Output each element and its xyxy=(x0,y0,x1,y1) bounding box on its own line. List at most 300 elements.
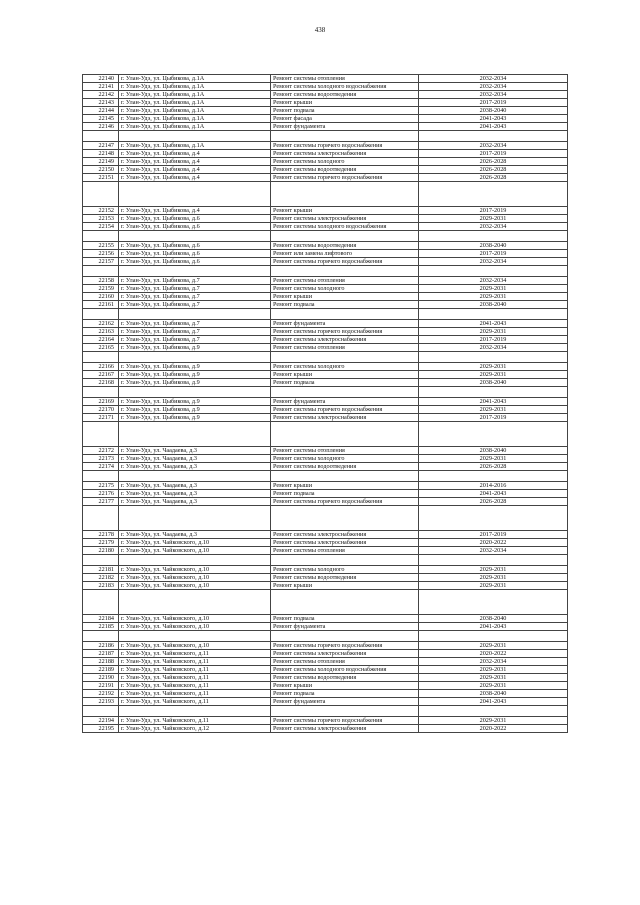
table-row xyxy=(83,666,568,674)
period-cell: 2032-2034 xyxy=(419,547,568,555)
table-body xyxy=(83,75,568,733)
spacer-cell xyxy=(119,422,271,447)
period-cell: 2029-2031 xyxy=(419,574,568,582)
table-row xyxy=(83,107,568,115)
spacer-cell xyxy=(419,471,568,482)
work-type-cell: Ремонт системы горячего водоснабжения xyxy=(271,717,419,725)
period-cell: 2014-2016 xyxy=(419,482,568,490)
table-row xyxy=(83,717,568,725)
address-cell: г. Улан-Удэ, ул. Цыбикова, д.9 xyxy=(119,379,271,387)
row-number-cell: 22159 xyxy=(83,285,119,293)
table-row xyxy=(83,344,568,352)
period-cell: 2032-2034 xyxy=(419,658,568,666)
work-type-cell: Ремонт подвала xyxy=(271,379,419,387)
table-row xyxy=(83,642,568,650)
spacer-row xyxy=(83,309,568,320)
spacer-cell xyxy=(119,387,271,398)
table-row xyxy=(83,482,568,490)
spacer-cell xyxy=(271,352,419,363)
work-type-cell: Ремонт подвала xyxy=(271,107,419,115)
address-cell: г. Улан-Удэ, ул. Цыбикова, д.9 xyxy=(119,414,271,422)
table-row xyxy=(83,398,568,406)
spacer-cell xyxy=(119,555,271,566)
spacer-cell xyxy=(119,506,271,531)
row-number-cell: 22188 xyxy=(83,658,119,666)
row-number-cell: 22148 xyxy=(83,150,119,158)
spacer-row xyxy=(83,471,568,482)
work-type-cell: Ремонт системы холодного водоснабжения xyxy=(271,666,419,674)
row-number-cell: 22189 xyxy=(83,666,119,674)
period-cell: 2041-2043 xyxy=(419,115,568,123)
period-cell: 2029-2031 xyxy=(419,328,568,336)
period-cell: 2017-2019 xyxy=(419,414,568,422)
period-cell: 2029-2031 xyxy=(419,455,568,463)
period-cell: 2041-2043 xyxy=(419,320,568,328)
table-row xyxy=(83,174,568,182)
row-number-cell: 22182 xyxy=(83,574,119,582)
table-row xyxy=(83,336,568,344)
work-type-cell: Ремонт фундамента xyxy=(271,623,419,631)
row-number-cell: 22164 xyxy=(83,336,119,344)
address-cell: г. Улан-Удэ, ул. Чайковского, д.10 xyxy=(119,547,271,555)
spacer-cell xyxy=(83,706,119,717)
period-cell: 2017-2019 xyxy=(419,207,568,215)
row-number-cell: 22183 xyxy=(83,582,119,590)
spacer-cell xyxy=(419,590,568,615)
table-row xyxy=(83,674,568,682)
table-row xyxy=(83,463,568,471)
work-type-cell: Ремонт системы электроснабжения xyxy=(271,539,419,547)
address-cell: г. Улан-Удэ, ул. Чайковского, д.10 xyxy=(119,539,271,547)
spacer-cell xyxy=(271,631,419,642)
address-cell: г. Улан-Удэ, ул. Чайковского, д.11 xyxy=(119,682,271,690)
address-cell: г. Улан-Удэ, ул. Чайковского, д.10 xyxy=(119,623,271,631)
address-cell: г. Улан-Удэ, ул. Цыбикова, д.9 xyxy=(119,363,271,371)
work-type-cell: Ремонт фундамента xyxy=(271,320,419,328)
address-cell: г. Улан-Удэ, ул. Цыбикова, д.9 xyxy=(119,344,271,352)
row-number-cell: 22162 xyxy=(83,320,119,328)
address-cell: г. Улан-Удэ, ул. Чаадаева, д.3 xyxy=(119,482,271,490)
work-type-cell: Ремонт фундамента xyxy=(271,398,419,406)
period-cell: 2026-2028 xyxy=(419,463,568,471)
work-type-cell: Ремонт системы электроснабжения xyxy=(271,336,419,344)
address-cell: г. Улан-Удэ, ул. Чаадаева, д.3 xyxy=(119,455,271,463)
spacer-cell xyxy=(119,631,271,642)
row-number-cell: 22146 xyxy=(83,123,119,131)
row-number-cell: 22165 xyxy=(83,344,119,352)
row-number-cell: 22176 xyxy=(83,490,119,498)
table-row xyxy=(83,115,568,123)
period-cell: 2017-2019 xyxy=(419,250,568,258)
row-number-cell: 22179 xyxy=(83,539,119,547)
address-cell: г. Улан-Удэ, ул. Цыбикова, д.1А xyxy=(119,107,271,115)
address-cell: г. Улан-Удэ, ул. Чаадаева, д.3 xyxy=(119,447,271,455)
row-number-cell: 22194 xyxy=(83,717,119,725)
row-number-cell: 22184 xyxy=(83,615,119,623)
row-number-cell: 22144 xyxy=(83,107,119,115)
spacer-cell xyxy=(83,352,119,363)
work-type-cell: Ремонт системы холодного водоснабжения xyxy=(271,83,419,91)
row-number-cell: 22161 xyxy=(83,301,119,309)
row-number-cell: 22142 xyxy=(83,91,119,99)
table-row xyxy=(83,650,568,658)
work-type-cell: Ремонт подвала xyxy=(271,690,419,698)
address-cell: г. Улан-Удэ, ул. Цыбикова, д.9 xyxy=(119,371,271,379)
work-type-cell: Ремонт системы электроснабжения xyxy=(271,414,419,422)
spacer-cell xyxy=(271,231,419,242)
table-row xyxy=(83,615,568,623)
spacer-row xyxy=(83,706,568,717)
period-cell: 2032-2034 xyxy=(419,91,568,99)
address-cell: г. Улан-Удэ, ул. Цыбикова, д.4 xyxy=(119,207,271,215)
table-row xyxy=(83,83,568,91)
work-type-cell: Ремонт системы водоотведения xyxy=(271,574,419,582)
row-number-cell: 22186 xyxy=(83,642,119,650)
table-row xyxy=(83,320,568,328)
address-cell: г. Улан-Удэ, ул. Чайковского, д.12 xyxy=(119,725,271,733)
work-type-cell: Ремонт крыши xyxy=(271,582,419,590)
spacer-row xyxy=(83,266,568,277)
table-row xyxy=(83,414,568,422)
period-cell: 2026-2028 xyxy=(419,498,568,506)
work-type-cell: Ремонт крыши xyxy=(271,207,419,215)
spacer-cell xyxy=(119,590,271,615)
spacer-cell xyxy=(419,422,568,447)
work-type-cell: Ремонт системы отопления xyxy=(271,658,419,666)
work-type-cell: Ремонт системы электроснабжения xyxy=(271,150,419,158)
row-number-cell: 22147 xyxy=(83,142,119,150)
row-number-cell: 22166 xyxy=(83,363,119,371)
work-type-cell: Ремонт крыши xyxy=(271,371,419,379)
address-cell: г. Улан-Удэ, ул. Чаадаева, д.3 xyxy=(119,531,271,539)
work-type-cell: Ремонт системы горячего водоснабжения xyxy=(271,328,419,336)
row-number-cell: 22154 xyxy=(83,223,119,231)
spacer-cell xyxy=(271,182,419,207)
table-row xyxy=(83,158,568,166)
address-cell: г. Улан-Удэ, ул. Цыбикова, д.1А xyxy=(119,75,271,83)
table-row xyxy=(83,242,568,250)
spacer-cell xyxy=(119,352,271,363)
address-cell: г. Улан-Удэ, ул. Цыбикова, д.1А xyxy=(119,99,271,107)
work-type-cell: Ремонт системы электроснабжения xyxy=(271,531,419,539)
table-row xyxy=(83,379,568,387)
address-cell: г. Улан-Удэ, ул. Чайковского, д.11 xyxy=(119,674,271,682)
address-cell: г. Улан-Удэ, ул. Цыбикова, д.6 xyxy=(119,250,271,258)
period-cell: 2041-2043 xyxy=(419,398,568,406)
spacer-cell xyxy=(271,387,419,398)
row-number-cell: 22170 xyxy=(83,406,119,414)
spacer-cell xyxy=(83,131,119,142)
period-cell: 2020-2022 xyxy=(419,650,568,658)
table-row xyxy=(83,301,568,309)
work-type-cell: Ремонт системы электроснабжения xyxy=(271,725,419,733)
work-type-cell: Ремонт системы электроснабжения xyxy=(271,650,419,658)
spacer-cell xyxy=(419,555,568,566)
table-row xyxy=(83,582,568,590)
work-type-cell: Ремонт фундамента xyxy=(271,698,419,706)
spacer-row xyxy=(83,506,568,531)
address-cell: г. Улан-Удэ, ул. Цыбикова, д.4 xyxy=(119,150,271,158)
period-cell: 2041-2043 xyxy=(419,490,568,498)
spacer-cell xyxy=(271,309,419,320)
table-row xyxy=(83,566,568,574)
spacer-row xyxy=(83,131,568,142)
table-row xyxy=(83,539,568,547)
work-type-cell: Ремонт крыши xyxy=(271,682,419,690)
row-number-cell: 22150 xyxy=(83,166,119,174)
spacer-row xyxy=(83,387,568,398)
address-cell: г. Улан-Удэ, ул. Цыбикова, д.1А xyxy=(119,123,271,131)
work-type-cell: Ремонт системы отопления xyxy=(271,75,419,83)
work-type-cell: Ремонт крыши xyxy=(271,482,419,490)
period-cell: 2020-2022 xyxy=(419,725,568,733)
period-cell: 2038-2040 xyxy=(419,242,568,250)
spacer-cell xyxy=(419,266,568,277)
address-cell: г. Улан-Удэ, ул. Цыбикова, д.7 xyxy=(119,320,271,328)
address-cell: г. Улан-Удэ, ул. Чаадаева, д.3 xyxy=(119,463,271,471)
work-type-cell: Ремонт системы горячего водоснабжения xyxy=(271,258,419,266)
period-cell: 2029-2031 xyxy=(419,285,568,293)
spacer-cell xyxy=(271,471,419,482)
spacer-cell xyxy=(419,231,568,242)
work-type-cell: Ремонт системы водоотведения xyxy=(271,463,419,471)
period-cell: 2038-2040 xyxy=(419,107,568,115)
work-type-cell: Ремонт системы водоотведения xyxy=(271,166,419,174)
address-cell: г. Улан-Удэ, ул. Цыбикова, д.7 xyxy=(119,336,271,344)
row-number-cell: 22163 xyxy=(83,328,119,336)
spacer-cell xyxy=(83,309,119,320)
period-cell: 2038-2040 xyxy=(419,690,568,698)
table-row xyxy=(83,371,568,379)
period-cell: 2029-2031 xyxy=(419,717,568,725)
address-cell: г. Улан-Удэ, ул. Цыбикова, д.7 xyxy=(119,328,271,336)
address-cell: г. Улан-Удэ, ул. Чайковского, д.10 xyxy=(119,615,271,623)
spacer-cell xyxy=(271,422,419,447)
work-type-cell: Ремонт системы холодного xyxy=(271,285,419,293)
address-cell: г. Улан-Удэ, ул. Цыбикова, д.7 xyxy=(119,293,271,301)
row-number-cell: 22158 xyxy=(83,277,119,285)
spacer-row xyxy=(83,231,568,242)
work-type-cell: Ремонт или замена лифтового xyxy=(271,250,419,258)
table-row xyxy=(83,698,568,706)
spacer-row xyxy=(83,631,568,642)
work-type-cell: Ремонт системы отопления xyxy=(271,547,419,555)
work-type-cell: Ремонт системы холодного xyxy=(271,363,419,371)
table-row xyxy=(83,277,568,285)
address-cell: г. Улан-Удэ, ул. Чаадаева, д.3 xyxy=(119,498,271,506)
address-cell: г. Улан-Удэ, ул. Цыбикова, д.6 xyxy=(119,242,271,250)
work-type-cell: Ремонт фундамента xyxy=(271,123,419,131)
spacer-row xyxy=(83,555,568,566)
table-row xyxy=(83,455,568,463)
spacer-cell xyxy=(419,182,568,207)
row-number-cell: 22141 xyxy=(83,83,119,91)
row-number-cell: 22178 xyxy=(83,531,119,539)
period-cell: 2029-2031 xyxy=(419,215,568,223)
address-cell: г. Улан-Удэ, ул. Цыбикова, д.7 xyxy=(119,301,271,309)
work-type-cell: Ремонт системы горячего водоснабжения xyxy=(271,498,419,506)
table-row xyxy=(83,490,568,498)
work-type-cell: Ремонт подвала xyxy=(271,615,419,623)
period-cell: 2041-2043 xyxy=(419,123,568,131)
period-cell: 2029-2031 xyxy=(419,666,568,674)
period-cell: 2017-2019 xyxy=(419,99,568,107)
period-cell: 2029-2031 xyxy=(419,406,568,414)
table-row xyxy=(83,99,568,107)
spacer-cell xyxy=(271,506,419,531)
period-cell: 2029-2031 xyxy=(419,674,568,682)
spacer-cell xyxy=(83,422,119,447)
spacer-cell xyxy=(119,182,271,207)
period-cell: 2029-2031 xyxy=(419,566,568,574)
address-cell: г. Улан-Удэ, ул. Цыбикова, д.1А xyxy=(119,142,271,150)
work-type-cell: Ремонт системы холодного водоснабжения xyxy=(271,223,419,231)
row-number-cell: 22155 xyxy=(83,242,119,250)
table-row xyxy=(83,91,568,99)
period-cell: 2026-2028 xyxy=(419,166,568,174)
spacer-cell xyxy=(119,471,271,482)
work-type-cell: Ремонт фасада xyxy=(271,115,419,123)
table-row xyxy=(83,223,568,231)
period-cell: 2032-2034 xyxy=(419,258,568,266)
address-cell: г. Улан-Удэ, ул. Цыбикова, д.6 xyxy=(119,215,271,223)
period-cell: 2017-2019 xyxy=(419,336,568,344)
spacer-cell xyxy=(119,266,271,277)
address-cell: г. Улан-Удэ, ул. Чаадаева, д.3 xyxy=(119,490,271,498)
table-row xyxy=(83,215,568,223)
row-number-cell: 22157 xyxy=(83,258,119,266)
work-type-cell: Ремонт системы водоотведения xyxy=(271,91,419,99)
table-row xyxy=(83,690,568,698)
table-row xyxy=(83,498,568,506)
spacer-cell xyxy=(419,506,568,531)
work-type-cell: Ремонт системы отопления xyxy=(271,447,419,455)
table-row xyxy=(83,363,568,371)
row-number-cell: 22191 xyxy=(83,682,119,690)
address-cell: г. Улан-Удэ, ул. Цыбикова, д.6 xyxy=(119,258,271,266)
period-cell: 2020-2022 xyxy=(419,539,568,547)
work-type-cell: Ремонт системы холодного xyxy=(271,158,419,166)
row-number-cell: 22173 xyxy=(83,455,119,463)
table-row xyxy=(83,250,568,258)
work-type-cell: Ремонт подвала xyxy=(271,301,419,309)
work-type-cell: Ремонт системы холодного xyxy=(271,566,419,574)
row-number-cell: 22181 xyxy=(83,566,119,574)
spacer-cell xyxy=(83,471,119,482)
address-cell: г. Улан-Удэ, ул. Цыбикова, д.4 xyxy=(119,158,271,166)
address-cell: г. Улан-Удэ, ул. Цыбикова, д.4 xyxy=(119,174,271,182)
table-row xyxy=(83,75,568,83)
row-number-cell: 22175 xyxy=(83,482,119,490)
row-number-cell: 22174 xyxy=(83,463,119,471)
spacer-cell xyxy=(83,555,119,566)
spacer-cell xyxy=(83,631,119,642)
spacer-row xyxy=(83,352,568,363)
period-cell: 2032-2034 xyxy=(419,277,568,285)
period-cell: 2038-2040 xyxy=(419,447,568,455)
spacer-cell xyxy=(419,387,568,398)
period-cell: 2032-2034 xyxy=(419,75,568,83)
row-number-cell: 22153 xyxy=(83,215,119,223)
table-row xyxy=(83,574,568,582)
table-row xyxy=(83,682,568,690)
row-number-cell: 22171 xyxy=(83,414,119,422)
table-row xyxy=(83,328,568,336)
table-row xyxy=(83,258,568,266)
spacer-row xyxy=(83,590,568,615)
spacer-cell xyxy=(119,231,271,242)
address-cell: г. Улан-Удэ, ул. Цыбикова, д.9 xyxy=(119,406,271,414)
spacer-cell xyxy=(419,309,568,320)
table-row xyxy=(83,658,568,666)
work-type-cell: Ремонт системы электроснабжения xyxy=(271,215,419,223)
address-cell: г. Улан-Удэ, ул. Цыбикова, д.1А xyxy=(119,83,271,91)
period-cell: 2038-2040 xyxy=(419,615,568,623)
row-number-cell: 22156 xyxy=(83,250,119,258)
table-row xyxy=(83,447,568,455)
period-cell: 2029-2031 xyxy=(419,682,568,690)
work-type-cell: Ремонт системы горячего водоснабжения xyxy=(271,406,419,414)
spacer-cell xyxy=(419,352,568,363)
period-cell: 2029-2031 xyxy=(419,582,568,590)
spacer-cell xyxy=(271,131,419,142)
table-row xyxy=(83,406,568,414)
work-type-cell: Ремонт системы холодного xyxy=(271,455,419,463)
spacer-cell xyxy=(271,590,419,615)
address-cell: г. Улан-Удэ, ул. Чайковского, д.11 xyxy=(119,717,271,725)
period-cell: 2038-2040 xyxy=(419,379,568,387)
address-cell: г. Улан-Удэ, ул. Чайковского, д.10 xyxy=(119,574,271,582)
row-number-cell: 22152 xyxy=(83,207,119,215)
address-cell: г. Улан-Удэ, ул. Чайковского, д.10 xyxy=(119,642,271,650)
period-cell: 2041-2043 xyxy=(419,623,568,631)
table-row xyxy=(83,123,568,131)
row-number-cell: 22168 xyxy=(83,379,119,387)
address-cell: г. Улан-Удэ, ул. Цыбикова, д.9 xyxy=(119,398,271,406)
address-cell: г. Улан-Удэ, ул. Чайковского, д.11 xyxy=(119,650,271,658)
work-type-cell: Ремонт системы горячего водоснабжения xyxy=(271,142,419,150)
work-type-cell: Ремонт системы отопления xyxy=(271,277,419,285)
address-cell: г. Улан-Удэ, ул. Чайковского, д.11 xyxy=(119,666,271,674)
spacer-cell xyxy=(83,590,119,615)
address-cell: г. Улан-Удэ, ул. Чайковского, д.10 xyxy=(119,566,271,574)
period-cell: 2029-2031 xyxy=(419,293,568,301)
row-number-cell: 22167 xyxy=(83,371,119,379)
spacer-row xyxy=(83,182,568,207)
work-type-cell: Ремонт крыши xyxy=(271,293,419,301)
spacer-cell xyxy=(83,266,119,277)
table-row xyxy=(83,547,568,555)
spacer-cell xyxy=(83,231,119,242)
spacer-cell xyxy=(83,506,119,531)
address-cell: г. Улан-Удэ, ул. Цыбикова, д.1А xyxy=(119,91,271,99)
address-cell: г. Улан-Удэ, ул. Цыбикова, д.1А xyxy=(119,115,271,123)
work-type-cell: Ремонт системы водоотведения xyxy=(271,242,419,250)
spacer-cell xyxy=(119,131,271,142)
period-cell: 2029-2031 xyxy=(419,371,568,379)
period-cell: 2029-2031 xyxy=(419,363,568,371)
work-type-cell: Ремонт системы горячего водоснабжения xyxy=(271,174,419,182)
spacer-cell xyxy=(271,266,419,277)
spacer-cell xyxy=(419,131,568,142)
row-number-cell: 22193 xyxy=(83,698,119,706)
period-cell: 2032-2034 xyxy=(419,223,568,231)
table-row xyxy=(83,207,568,215)
table-row xyxy=(83,293,568,301)
page-number: 438 xyxy=(314,26,326,34)
row-number-cell: 22140 xyxy=(83,75,119,83)
row-number-cell: 22145 xyxy=(83,115,119,123)
